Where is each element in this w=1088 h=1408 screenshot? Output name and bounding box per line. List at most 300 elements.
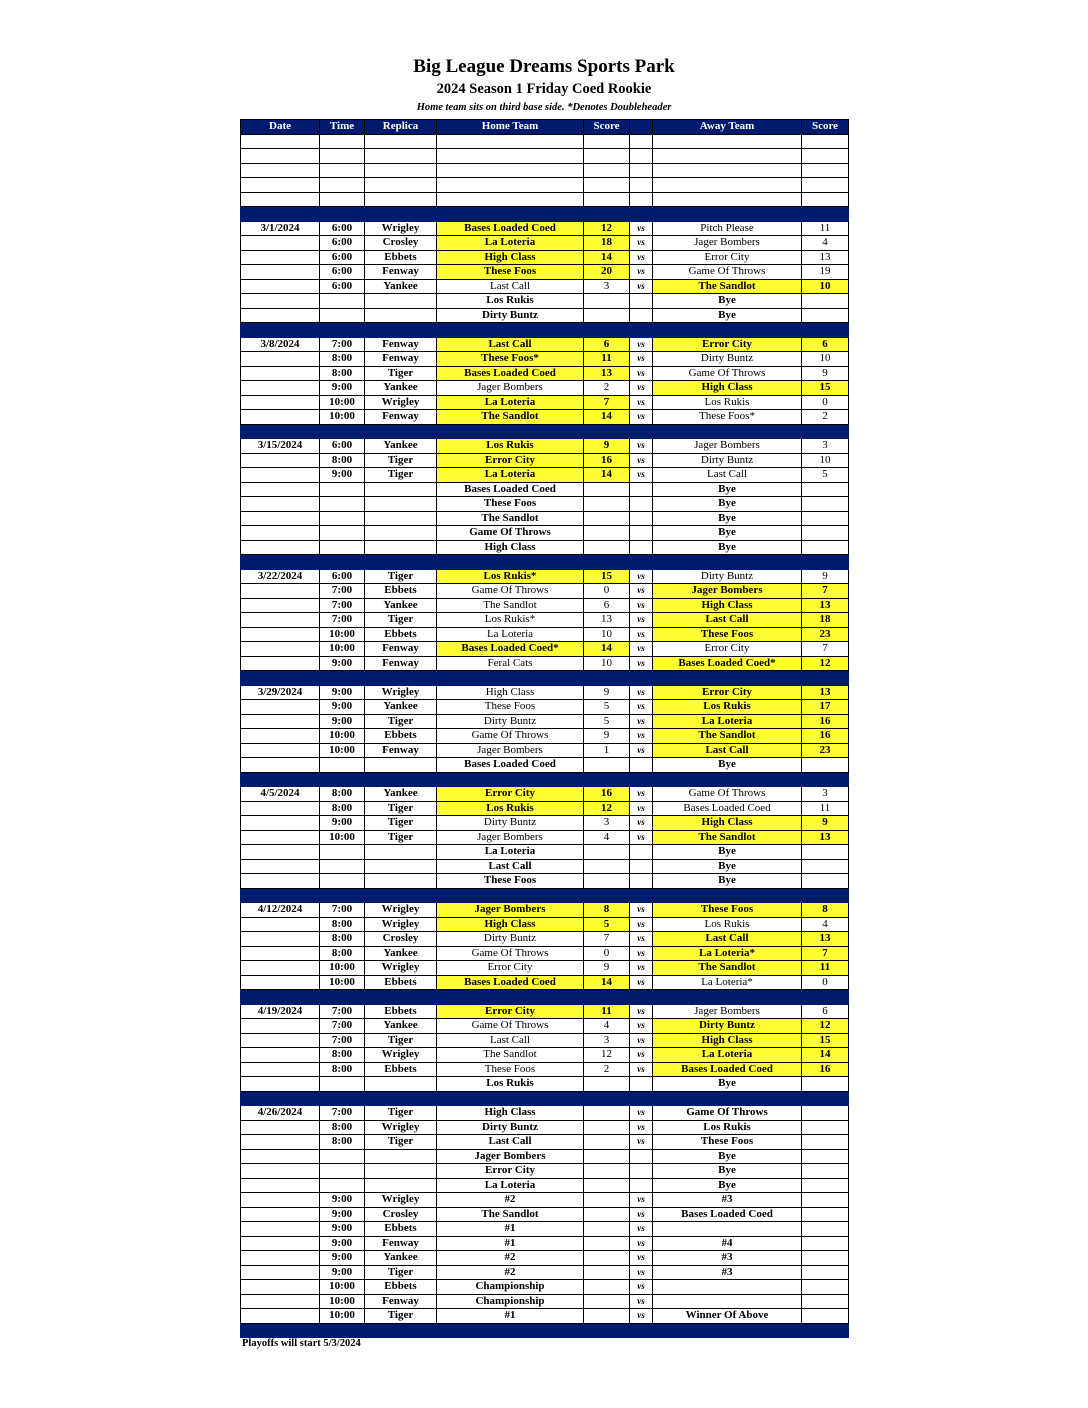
- game-date: [241, 482, 320, 497]
- game-time: 7:00: [320, 1019, 365, 1034]
- game-time: 6:00: [320, 279, 365, 294]
- away-score: [802, 758, 849, 773]
- game-time: 7:00: [320, 903, 365, 918]
- game-date: [241, 642, 320, 657]
- away-team: Bye: [653, 308, 802, 323]
- home-score: 9: [584, 729, 630, 744]
- home-team: High Class: [437, 1106, 584, 1121]
- away-team: Bye: [653, 482, 802, 497]
- game-date: [241, 1280, 320, 1295]
- game-time: 8:00: [320, 1135, 365, 1150]
- away-score: [802, 163, 849, 178]
- home-score: 16: [584, 787, 630, 802]
- game-time: 8:00: [320, 453, 365, 468]
- home-team: Championship: [437, 1294, 584, 1309]
- vs-label: vs: [630, 1309, 653, 1324]
- away-team: Last Call: [653, 468, 802, 483]
- home-score: [584, 1236, 630, 1251]
- home-score: [584, 294, 630, 309]
- vs-label: vs: [630, 1062, 653, 1077]
- away-team: High Class: [653, 816, 802, 831]
- away-team: These Foos: [653, 1135, 802, 1150]
- away-score: [802, 1178, 849, 1193]
- away-score: 15: [802, 1033, 849, 1048]
- home-team: [437, 178, 584, 193]
- away-score: 9: [802, 569, 849, 584]
- vs-label: vs: [630, 366, 653, 381]
- game-time: [320, 758, 365, 773]
- game-date: [241, 874, 320, 889]
- game-field: Tiger: [365, 1106, 437, 1121]
- game-time: [320, 1149, 365, 1164]
- home-score: [584, 149, 630, 164]
- game-time: 6:00: [320, 439, 365, 454]
- away-team: Pitch Please: [653, 221, 802, 236]
- home-score: [584, 497, 630, 512]
- game-time: 7:00: [320, 1004, 365, 1019]
- away-team: Bases Loaded Coed: [653, 1207, 802, 1222]
- home-score: 16: [584, 453, 630, 468]
- home-score: [584, 859, 630, 874]
- game-date: [241, 511, 320, 526]
- game-time: 7:00: [320, 584, 365, 599]
- game-field: [365, 758, 437, 773]
- game-field: Tiger: [365, 1135, 437, 1150]
- game-field: [365, 1077, 437, 1092]
- week-separator: [241, 323, 849, 338]
- away-score: 15: [802, 381, 849, 396]
- away-team: High Class: [653, 381, 802, 396]
- week-separator-bar: [241, 990, 849, 1005]
- away-team: Winner Of Above: [653, 1309, 802, 1324]
- home-team: Los Rukis: [437, 294, 584, 309]
- away-team: Jager Bombers: [653, 439, 802, 454]
- game-field: Ebbets: [365, 1222, 437, 1237]
- home-team: High Class: [437, 685, 584, 700]
- away-team: Bye: [653, 540, 802, 555]
- week-separator-bar: [241, 671, 849, 686]
- away-team: Bye: [653, 526, 802, 541]
- home-score: 13: [584, 613, 630, 628]
- away-score: 7: [802, 946, 849, 961]
- vs-label: [630, 874, 653, 889]
- game-date: [241, 656, 320, 671]
- game-date: [241, 294, 320, 309]
- away-score: [802, 540, 849, 555]
- game-date: [241, 1077, 320, 1092]
- away-score: [802, 192, 849, 207]
- away-score: [802, 1265, 849, 1280]
- game-field: Wrigley: [365, 1048, 437, 1063]
- home-score: 14: [584, 468, 630, 483]
- game-time: 8:00: [320, 366, 365, 381]
- away-team: Bye: [653, 859, 802, 874]
- home-score: 14: [584, 410, 630, 425]
- game-field: Ebbets: [365, 1062, 437, 1077]
- game-date: 3/1/2024: [241, 221, 320, 236]
- away-score: [802, 1207, 849, 1222]
- home-score: 6: [584, 337, 630, 352]
- game-row: [241, 250, 849, 265]
- home-score: [584, 1265, 630, 1280]
- game-field: Fenway: [365, 1236, 437, 1251]
- game-time: 10:00: [320, 961, 365, 976]
- game-date: [241, 932, 320, 947]
- away-team: Bye: [653, 511, 802, 526]
- game-field: Ebbets: [365, 975, 437, 990]
- away-team: [653, 134, 802, 149]
- away-score: [802, 149, 849, 164]
- away-team: Last Call: [653, 932, 802, 947]
- game-row: [241, 1077, 849, 1092]
- page-subtitle: 2024 Season 1 Friday Coed Rookie: [436, 81, 652, 97]
- game-field: [365, 149, 437, 164]
- away-team: Bye: [653, 874, 802, 889]
- home-score: 3: [584, 1033, 630, 1048]
- home-team: Error City: [437, 1004, 584, 1019]
- home-team: La Loteria: [437, 468, 584, 483]
- away-score: 3: [802, 787, 849, 802]
- game-field: Wrigley: [365, 221, 437, 236]
- vs-label: [630, 1178, 653, 1193]
- game-field: Tiger: [365, 366, 437, 381]
- game-date: [241, 1120, 320, 1135]
- away-score: [802, 294, 849, 309]
- vs-label: vs: [630, 729, 653, 744]
- game-field: Tiger: [365, 613, 437, 628]
- home-team: The Sandlot: [437, 598, 584, 613]
- away-score: 6: [802, 337, 849, 352]
- home-score: 9: [584, 439, 630, 454]
- game-time: 8:00: [320, 917, 365, 932]
- game-date: [241, 1164, 320, 1179]
- vs-label: [630, 178, 653, 193]
- game-date: [241, 729, 320, 744]
- game-row: [241, 366, 849, 381]
- game-field: Yankee: [365, 279, 437, 294]
- vs-label: vs: [630, 439, 653, 454]
- game-row: [241, 511, 849, 526]
- week-separator: [241, 772, 849, 787]
- game-time: [320, 526, 365, 541]
- game-date: [241, 381, 320, 396]
- home-team: Los Rukis: [437, 801, 584, 816]
- game-row: [241, 192, 849, 207]
- away-score: 10: [802, 453, 849, 468]
- game-field: [365, 294, 437, 309]
- game-row: [241, 598, 849, 613]
- vs-label: vs: [630, 236, 653, 251]
- away-score: 8: [802, 903, 849, 918]
- game-field: Tiger: [365, 468, 437, 483]
- game-row: [241, 540, 849, 555]
- col-time: Time: [320, 120, 365, 135]
- game-field: Yankee: [365, 787, 437, 802]
- game-row: [241, 163, 849, 178]
- game-row: [241, 1004, 849, 1019]
- home-team: La Loteria: [437, 395, 584, 410]
- vs-label: vs: [630, 1019, 653, 1034]
- game-field: [365, 1149, 437, 1164]
- game-time: 8:00: [320, 801, 365, 816]
- away-score: 11: [802, 961, 849, 976]
- game-field: Fenway: [365, 642, 437, 657]
- game-time: [320, 845, 365, 860]
- vs-label: vs: [630, 700, 653, 715]
- vs-label: [630, 308, 653, 323]
- game-field: Wrigley: [365, 1193, 437, 1208]
- away-team: Los Rukis: [653, 1120, 802, 1135]
- game-time: 10:00: [320, 627, 365, 642]
- game-time: 6:00: [320, 250, 365, 265]
- game-time: 9:00: [320, 685, 365, 700]
- game-field: [365, 178, 437, 193]
- away-team: Bye: [653, 845, 802, 860]
- game-field: Fenway: [365, 410, 437, 425]
- game-date: [241, 178, 320, 193]
- home-score: 14: [584, 250, 630, 265]
- game-row: [241, 1178, 849, 1193]
- week-separator: [241, 555, 849, 570]
- game-row: [241, 279, 849, 294]
- away-team: #3: [653, 1265, 802, 1280]
- home-score: [584, 1149, 630, 1164]
- game-field: [365, 308, 437, 323]
- home-team: High Class: [437, 917, 584, 932]
- game-date: 4/26/2024: [241, 1106, 320, 1121]
- home-score: [584, 540, 630, 555]
- game-row: [241, 1309, 849, 1324]
- home-team: Championship: [437, 1280, 584, 1295]
- game-date: [241, 598, 320, 613]
- home-score: [584, 1207, 630, 1222]
- game-time: [320, 294, 365, 309]
- vs-label: vs: [630, 1265, 653, 1280]
- game-time: [320, 149, 365, 164]
- game-date: 4/5/2024: [241, 787, 320, 802]
- home-team: Dirty Buntz: [437, 816, 584, 831]
- vs-label: [630, 859, 653, 874]
- vs-label: vs: [630, 801, 653, 816]
- away-score: [802, 511, 849, 526]
- home-team: [437, 163, 584, 178]
- week-separator-bar: [241, 888, 849, 903]
- game-row: [241, 1193, 849, 1208]
- game-date: [241, 1033, 320, 1048]
- home-team: Bases Loaded Coed: [437, 221, 584, 236]
- home-team: La Loteria: [437, 627, 584, 642]
- game-row: [241, 453, 849, 468]
- away-team: [653, 1294, 802, 1309]
- home-team: [437, 134, 584, 149]
- away-score: [802, 1106, 849, 1121]
- home-team: Game Of Throws: [437, 729, 584, 744]
- home-score: 14: [584, 642, 630, 657]
- table-footer-bar-cell: [241, 1323, 849, 1338]
- game-date: [241, 743, 320, 758]
- game-date: [241, 410, 320, 425]
- home-score: [584, 1178, 630, 1193]
- vs-label: vs: [630, 1207, 653, 1222]
- vs-label: vs: [630, 1222, 653, 1237]
- away-score: [802, 1135, 849, 1150]
- vs-label: vs: [630, 352, 653, 367]
- game-time: 10:00: [320, 830, 365, 845]
- game-time: [320, 874, 365, 889]
- away-score: 9: [802, 816, 849, 831]
- away-team: The Sandlot: [653, 729, 802, 744]
- game-date: [241, 352, 320, 367]
- col-away-team: Away Team: [653, 120, 802, 135]
- col-vs: [630, 120, 653, 135]
- game-time: 8:00: [320, 1120, 365, 1135]
- game-field: [365, 1164, 437, 1179]
- game-row: [241, 975, 849, 990]
- game-time: 9:00: [320, 1193, 365, 1208]
- game-row: [241, 874, 849, 889]
- game-date: [241, 830, 320, 845]
- game-row: [241, 1207, 849, 1222]
- game-field: Yankee: [365, 1019, 437, 1034]
- away-score: 5: [802, 468, 849, 483]
- game-field: Yankee: [365, 598, 437, 613]
- home-score: 11: [584, 352, 630, 367]
- home-team: Dirty Buntz: [437, 714, 584, 729]
- away-score: [802, 1309, 849, 1324]
- away-score: 16: [802, 714, 849, 729]
- vs-label: [630, 294, 653, 309]
- away-score: [802, 178, 849, 193]
- home-score: 20: [584, 265, 630, 280]
- away-team: Last Call: [653, 743, 802, 758]
- away-team: Error City: [653, 250, 802, 265]
- home-team: Dirty Buntz: [437, 932, 584, 947]
- game-time: 9:00: [320, 1207, 365, 1222]
- game-field: Fenway: [365, 1294, 437, 1309]
- game-row: [241, 265, 849, 280]
- away-score: 0: [802, 395, 849, 410]
- game-date: [241, 1149, 320, 1164]
- home-score: 8: [584, 903, 630, 918]
- game-date: [241, 758, 320, 773]
- home-score: [584, 1222, 630, 1237]
- home-score: 1: [584, 743, 630, 758]
- home-team: Game Of Throws: [437, 946, 584, 961]
- game-row: [241, 410, 849, 425]
- game-time: 6:00: [320, 236, 365, 251]
- home-team: Feral Cats: [437, 656, 584, 671]
- vs-label: vs: [630, 279, 653, 294]
- home-team: Game Of Throws: [437, 1019, 584, 1034]
- vs-label: vs: [630, 1033, 653, 1048]
- game-field: Yankee: [365, 700, 437, 715]
- game-row: [241, 439, 849, 454]
- home-score: 11: [584, 1004, 630, 1019]
- home-team: Error City: [437, 453, 584, 468]
- home-team: Error City: [437, 961, 584, 976]
- home-score: [584, 178, 630, 193]
- game-time: [320, 308, 365, 323]
- away-team: These Foos*: [653, 410, 802, 425]
- game-row: [241, 787, 849, 802]
- game-date: [241, 961, 320, 976]
- game-row: [241, 627, 849, 642]
- vs-label: [630, 540, 653, 555]
- away-team: Bye: [653, 1164, 802, 1179]
- game-date: 3/22/2024: [241, 569, 320, 584]
- game-row: [241, 1164, 849, 1179]
- home-team: High Class: [437, 540, 584, 555]
- away-team: Bye: [653, 1077, 802, 1092]
- away-score: 13: [802, 250, 849, 265]
- vs-label: [630, 1149, 653, 1164]
- game-time: [320, 134, 365, 149]
- game-field: Crosley: [365, 236, 437, 251]
- vs-label: vs: [630, 1251, 653, 1266]
- game-time: [320, 178, 365, 193]
- game-date: [241, 627, 320, 642]
- vs-label: vs: [630, 250, 653, 265]
- away-score: 10: [802, 279, 849, 294]
- game-date: [241, 613, 320, 628]
- game-row: [241, 859, 849, 874]
- away-team: Jager Bombers: [653, 584, 802, 599]
- game-field: [365, 874, 437, 889]
- game-field: Fenway: [365, 265, 437, 280]
- away-score: 4: [802, 236, 849, 251]
- game-field: [365, 540, 437, 555]
- away-team: La Loteria*: [653, 975, 802, 990]
- home-team: Jager Bombers: [437, 1149, 584, 1164]
- game-time: 6:00: [320, 221, 365, 236]
- vs-label: vs: [630, 656, 653, 671]
- home-team: [437, 149, 584, 164]
- game-date: [241, 816, 320, 831]
- away-score: 11: [802, 221, 849, 236]
- home-team: Game Of Throws: [437, 526, 584, 541]
- home-team: The Sandlot: [437, 410, 584, 425]
- game-row: [241, 497, 849, 512]
- home-team: High Class: [437, 250, 584, 265]
- home-team: Dirty Buntz: [437, 1120, 584, 1135]
- home-score: [584, 1164, 630, 1179]
- vs-label: [630, 526, 653, 541]
- home-score: 2: [584, 381, 630, 396]
- week-separator-bar: [241, 207, 849, 222]
- vs-label: [630, 482, 653, 497]
- vs-label: vs: [630, 453, 653, 468]
- week-separator-bar: [241, 424, 849, 439]
- away-score: 4: [802, 917, 849, 932]
- away-team: [653, 163, 802, 178]
- game-date: [241, 192, 320, 207]
- game-field: [365, 192, 437, 207]
- home-team: These Foos: [437, 874, 584, 889]
- vs-label: vs: [630, 381, 653, 396]
- home-team: Error City: [437, 787, 584, 802]
- home-team: Los Rukis*: [437, 613, 584, 628]
- game-field: Wrigley: [365, 685, 437, 700]
- game-date: [241, 1048, 320, 1063]
- away-team: [653, 1222, 802, 1237]
- home-score: 12: [584, 801, 630, 816]
- game-time: [320, 1178, 365, 1193]
- home-score: [584, 526, 630, 541]
- game-time: 8:00: [320, 1048, 365, 1063]
- home-score: [584, 482, 630, 497]
- game-time: 10:00: [320, 975, 365, 990]
- game-time: 10:00: [320, 395, 365, 410]
